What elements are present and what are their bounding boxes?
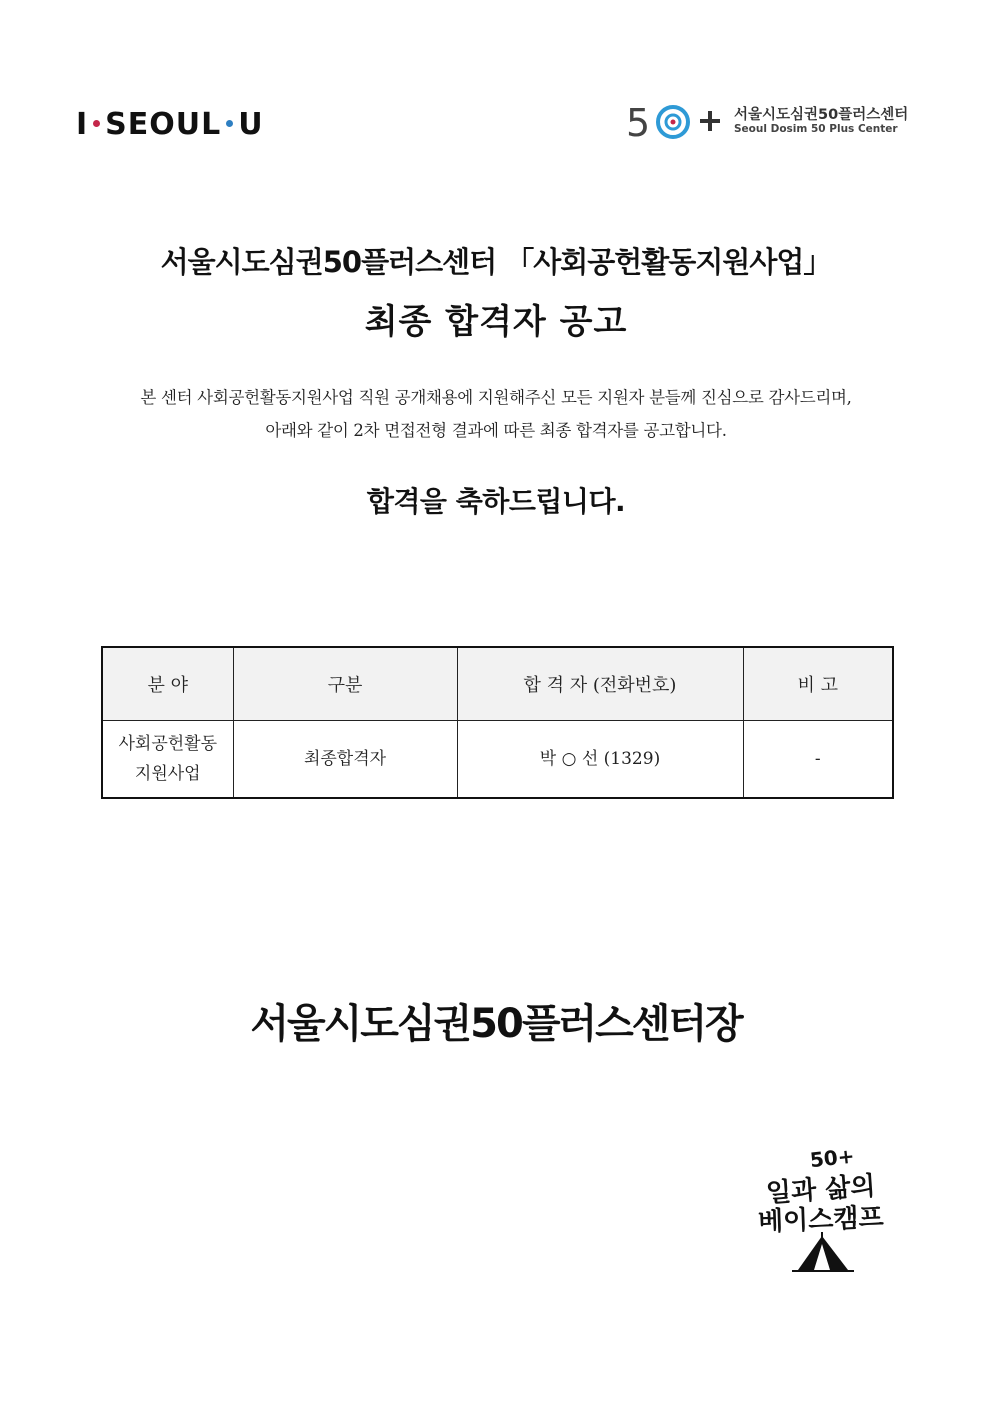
logo-dot-red [93,120,100,127]
cell-category: 최종합격자 [233,721,457,799]
header-category: 구분 [233,647,457,721]
results-table [101,646,894,799]
logo-dot-blue [226,120,233,127]
intro-paragraph [0,381,992,447]
table-row [102,721,893,799]
center-name-ko: 서울시도심권50플러스센터 [734,107,909,123]
notice-title-line1: 서울시도심권50플러스센터 「사회공헌활동지원사업」 [160,245,832,279]
fifty-plus-mark-icon [626,96,726,146]
base-camp-logo [752,1140,912,1280]
camp-logo-top: 50+ [808,1143,856,1173]
cell-note: - [743,721,893,799]
camp-logo-middle: 일과 삶의 [765,1171,877,1209]
header-note: 비 고 [743,647,893,721]
base-camp-emblem [752,1140,912,1280]
cell-applicant: 박 ○ 선 (1329) [457,721,743,799]
header-applicant: 합 격 자 (전화번호) [457,647,743,721]
congratulations-text: 합격을 축하드립니다. [366,485,626,518]
table-header-row [102,647,893,721]
cell-field-line1: 사회공헌활동 [118,734,218,754]
intro-line2: 아래와 같이 2차 면접전형 결과에 따른 최종 합격자를 공고합니다. [265,421,727,440]
logo-part-i: I [76,106,89,142]
camp-logo-bottom: 베이스캠프 [757,1202,885,1238]
notice-title-line2: 최종 합격자 공고 [364,302,628,342]
logo-part-seoul: SEOUL [105,106,222,142]
issuer-signature: 서울시도심권50플러스센터장 [250,1001,742,1047]
center-name-en: Seoul Dosim 50 Plus Center [734,123,898,135]
cell-field [102,721,233,799]
logo-part-u: U [238,106,264,142]
svg-text:5: 5 [626,101,651,145]
i-seoul-u-logo [76,106,264,142]
center-logo [626,96,926,146]
intro-line1: 본 센터 사회공헌활동지원사업 직원 공개채용에 지원해주신 모든 지원자 분들께 진심으로 감사드리며, [140,388,852,407]
header-field: 분 야 [102,647,233,721]
cell-field-line2: 지원사업 [134,764,201,784]
tent-icon [792,1232,854,1271]
